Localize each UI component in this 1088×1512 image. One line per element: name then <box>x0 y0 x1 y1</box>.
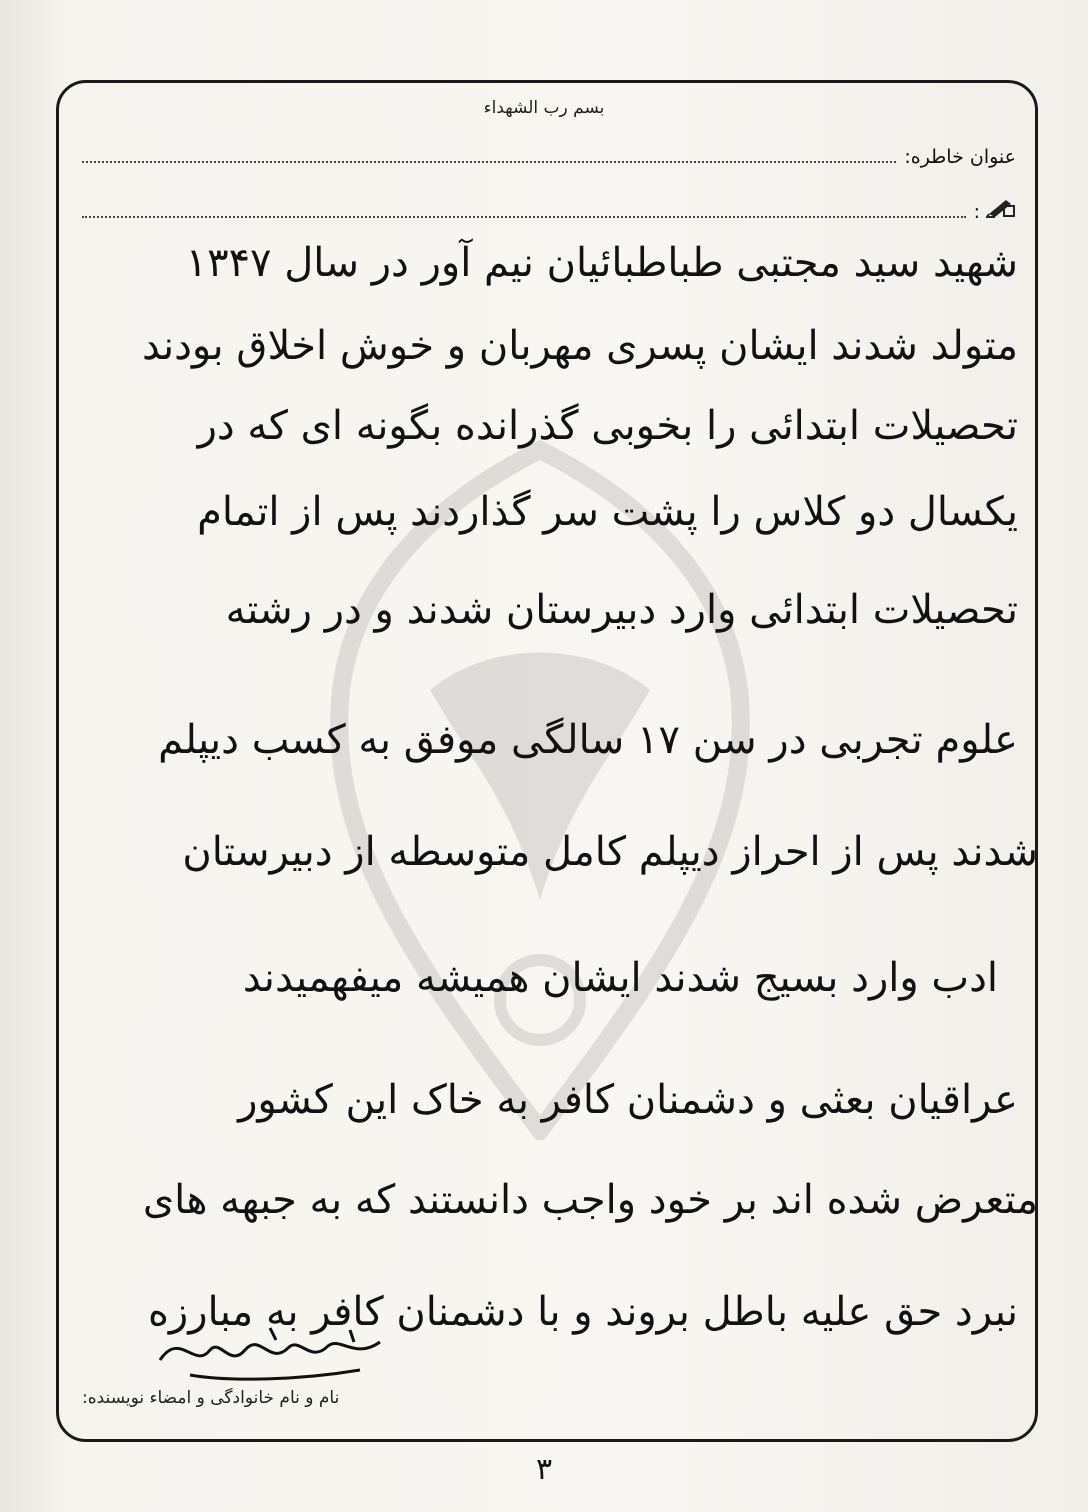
handwritten-line-1: شهید سید مجتبی طباطبائیان نیم آور در سال ۱۳۴۷ <box>185 240 1018 286</box>
handwritten-line-11: نبرد حق علیه باطل بروند و با دشمنان کافر به مبارزه <box>147 1289 1018 1335</box>
memoir-title-field[interactable] <box>82 146 1016 169</box>
signature-icon <box>150 1320 390 1390</box>
handwritten-line-8: ادب وارد بسیج شدند ایشان همیشه میفهمیدند <box>242 955 998 1001</box>
handwritten-line-4: یکسال دو کلاس را پشت سر گذاردند پس از اتمام <box>197 489 1018 535</box>
pen-icon <box>986 196 1016 218</box>
memoir-body-field[interactable] <box>82 196 1016 224</box>
memoir-title-dotted-line <box>82 160 896 163</box>
handwritten-line-2: متولد شدند ایشان پسری مهربان و خوش اخلاق بودند <box>141 323 1018 369</box>
handwritten-line-6: علوم تجربی در سن ۱۷ سالگی موفق به کسب دیپلم <box>158 717 1018 763</box>
signer-name-label: نام و نام خانوادگی و امضاء نویسنده: <box>82 1388 340 1408</box>
memoir-body-label <box>966 196 1016 223</box>
handwritten-line-9: عراقیان بعثی و دشمنان کافر به خاک این کشور <box>238 1077 1018 1123</box>
handwritten-line-7: شدند پس از احراز دیپلم کامل متوسطه از دبیرستان <box>182 829 1038 875</box>
form-header: بسم رب الشهداء <box>483 98 605 118</box>
handwritten-line-5: تحصیلات ابتدائی وارد دبیرستان شدند و در رشته <box>225 587 1018 633</box>
memoir-body-dotted-line <box>82 215 966 218</box>
memoir-body-colon: : <box>973 201 980 223</box>
handwritten-line-10: متعرض شده اند بر خود واجب دانستند که به جبهه های <box>142 1177 1038 1223</box>
memoir-title-label: عنوان خاطره: <box>904 146 1016 168</box>
page-number: ۳ <box>535 1452 553 1487</box>
handwritten-line-3: تحصیلات ابتدائی را بخوبی گذرانده بگونه ای که در <box>197 403 1018 449</box>
